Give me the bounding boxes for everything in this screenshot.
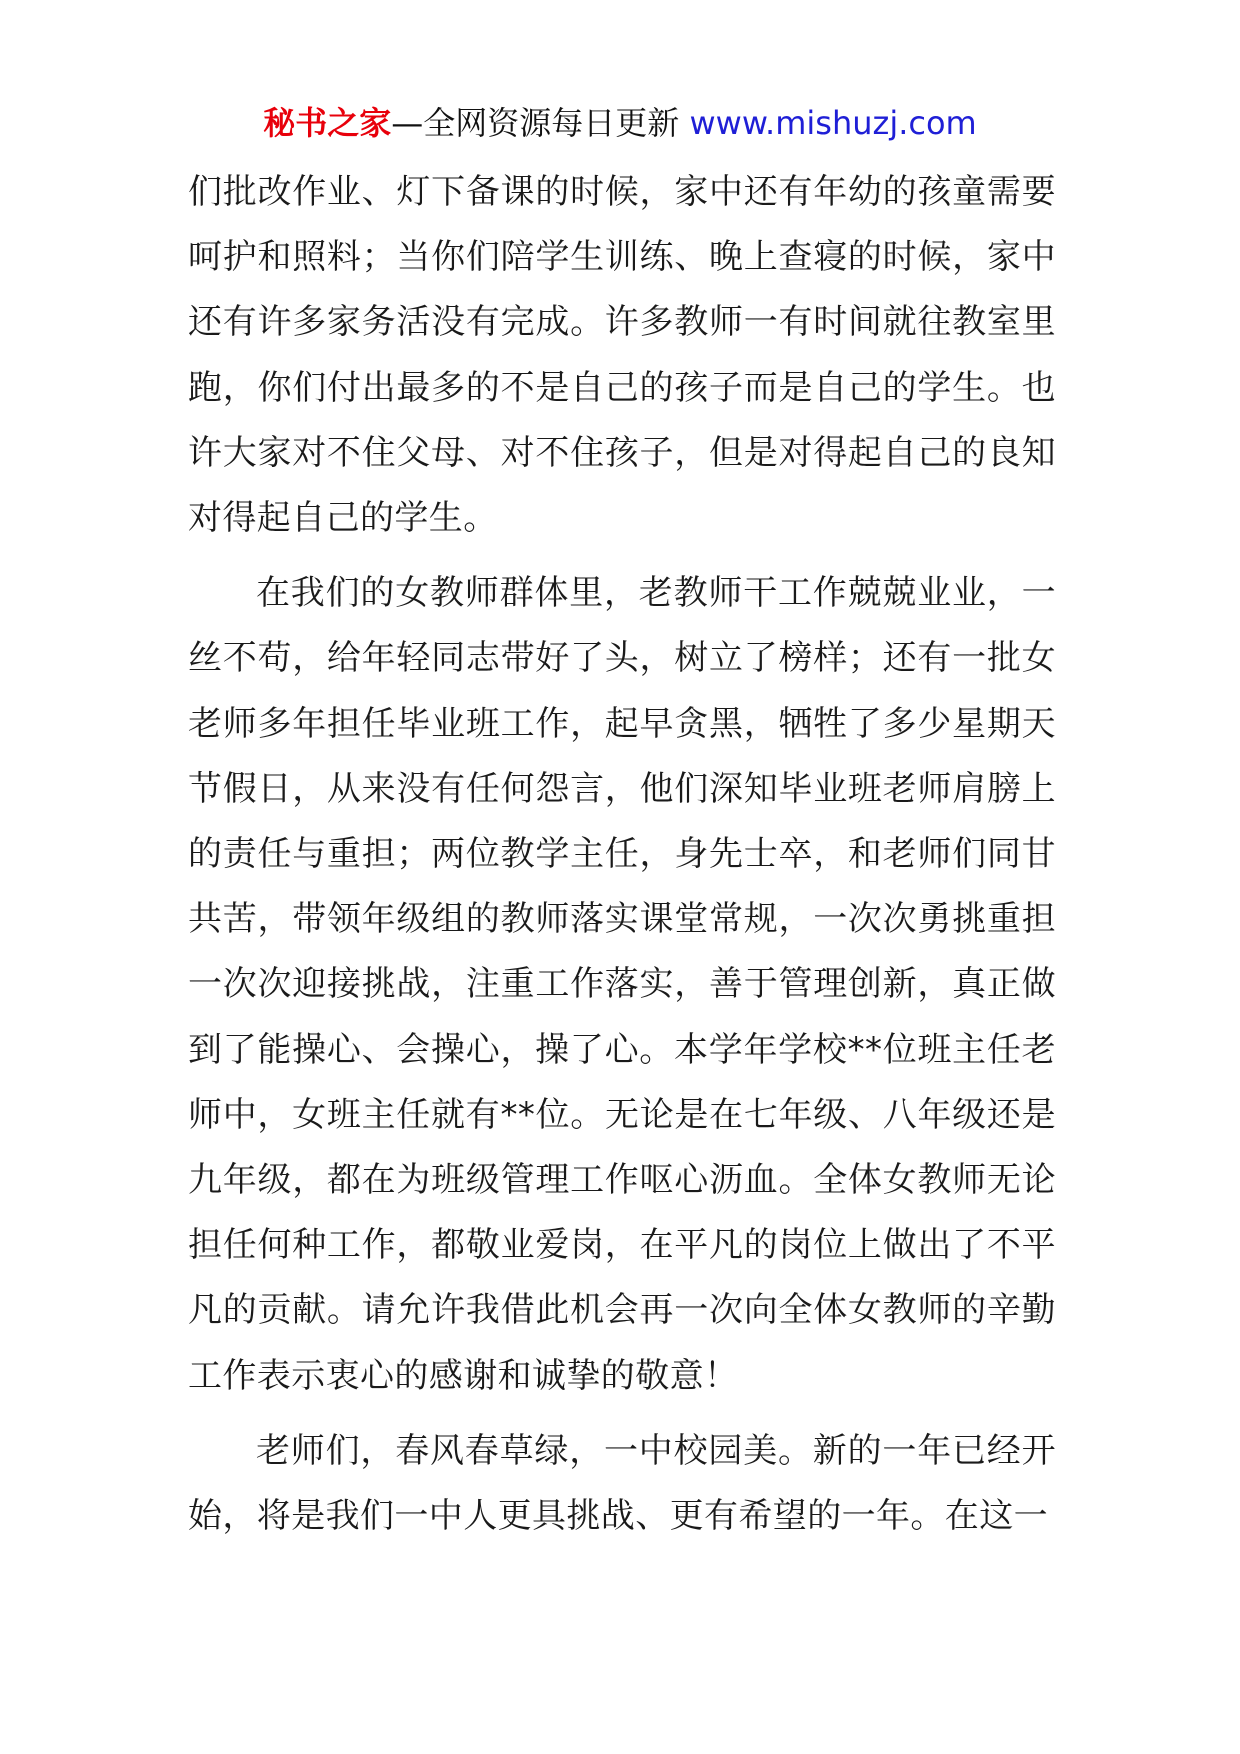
paragraph-new-year: 老师们，春风春草绿，一中校园美。新的一年已经开始，将是我们一中人更具挑战、更有希望的一年。在这一	[188, 1430, 1056, 1537]
header-tagline: —全网资源每日更新	[391, 104, 680, 142]
paragraph-female-teachers: 在我们的女教师群体里，老教师干工作兢兢业业，一丝不苟，给年轻同志带好了头，树立了榜样；还有一批女老师多年担任毕业班工作，起早贪黑，牺牲了多少星期天节假日，从来没有任何怨言，他们深知毕业班老师肩膀上的责任与重担；两位教学主任，身先士卒，和老师们同甘共苦，带领年级组的教师落实课堂常规，一次次勇挑重担一次次迎接挑战，注重工作落实，善于管理创新，真正做到了能操心、会操心，操了心。本学年学校**位班主任老师中，女班主任就有**位。无论是在七年级、八年级还是九年级，都在为班级管理工作呕心沥血。全体女教师无论担任何种工作，都敬业爱岗，在平凡的岗位上做出了不平凡的贡献。请允许我借此机会再一次向全体女教师的辛勤工作表示衷心的感谢和诚挚的敬意！	[188, 573, 1056, 1396]
header-url-link[interactable]: www.mishuzj.com	[689, 104, 977, 142]
paragraph-continued: 们批改作业、灯下备课的时候，家中还有年幼的孩童需要呵护和照料；当你们陪学生训练、晚上查寝的时候，家中还有许多家务活没有完成。许多教师一有时间就往教室里跑，你们付出最多的不是自己的孩子而是自己的学生。也许大家对不住父母、对不住孩子，但是对得起自己的良知对得起自己的学生。	[188, 172, 1056, 539]
document-body	[188, 160, 1056, 1549]
header-brand: 秘书之家	[263, 104, 392, 142]
page-header	[0, 101, 1240, 145]
